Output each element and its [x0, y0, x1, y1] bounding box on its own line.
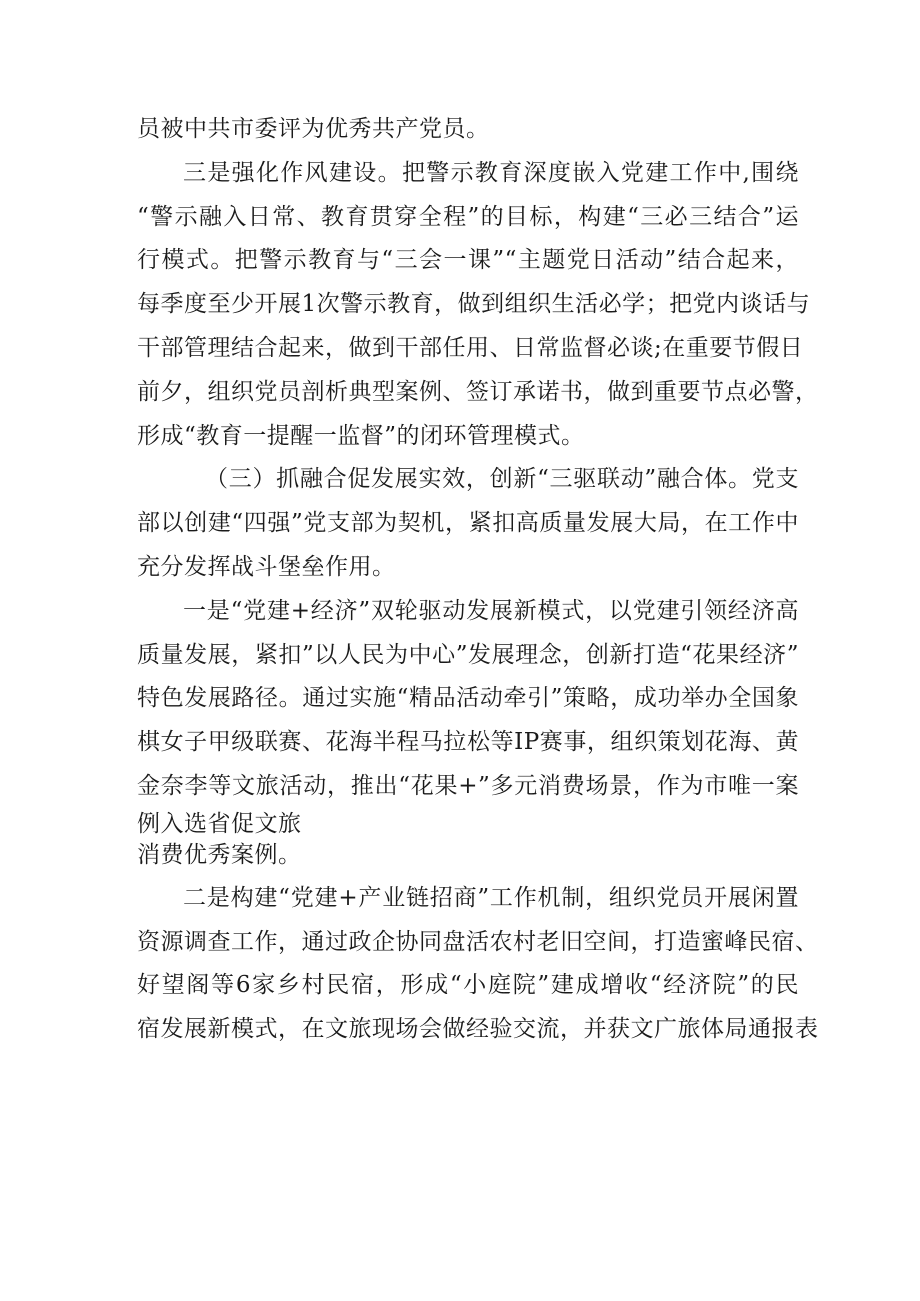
text-line: 例入选省促文旅: [137, 810, 302, 837]
text-line: 金奈李等文旅活动，推出“花果+”多元消费场景，作为市唯一案: [137, 772, 799, 799]
document-body: [137, 108, 819, 1052]
text-line: 宿发展新模式，在文旅现场会做经验交流，并获文广旅体局通报表: [137, 1016, 819, 1043]
text-line: 好望阁等6家乡村民宿，形成“小庭院”建成增收“经济院”的民: [137, 972, 799, 999]
text-line: 二是构建“党建+产业链招商”工作机制，组织党员开展闲置: [183, 884, 799, 911]
text-line: 形成“教育一提醒一监督”的闭环管理模式。: [137, 422, 585, 449]
text-line: 质量发展，紧扣”以人民为中心”发展理念，创新打造“花果经济”: [137, 641, 799, 668]
text-line: 部以创建“四强”党支部为契机，紧扣高质量发展大局，在工作中: [137, 510, 799, 537]
text-line: 行模式。把警示教育与“三会一课”“主题党日活动”结合起来，: [137, 247, 799, 274]
text-line: 一是“党建+经济”双轮驱动发展新模式，以党建引领经济高: [183, 597, 799, 624]
text-line: 棋女子甲级联赛、花海半程马拉松等IP赛事，组织策划花海、黄: [137, 729, 799, 756]
text-line: 前夕，组织党员剖析典型案例、签订承诺书，做到重要节点必警，: [137, 378, 819, 405]
section-heading: （三）抓融合促发展实效，创新“三驱联动”融合体。党支: [205, 466, 799, 493]
text-line: 特色发展路径。通过实施“精品活动牵引”策略，成功举办全国象: [137, 685, 799, 712]
text-line: 三是强化作风建设。把警示教育深度嵌入党建工作中,围绕: [183, 159, 799, 186]
text-line: 每季度至少开展1次警示教育，做到组织生活必学；把党内谈话与: [137, 291, 811, 318]
text-line: 资源调查工作，通过政企协同盘活农村老旧空间，打造蜜峰民宿、: [137, 928, 819, 955]
text-line: 消费优秀案例。: [137, 841, 302, 868]
text-line: “警示融入日常、教育贯穿全程”的目标，构建“三必三结合”运: [137, 203, 799, 230]
text-line: 干部管理结合起来，做到干部任用、日常监督必谈;在重要节假日: [137, 334, 804, 361]
text-line: 员被中共市委评为优秀共产党员。: [137, 116, 490, 142]
text-line: 充分发挥战斗堡垒作用。: [137, 553, 396, 580]
